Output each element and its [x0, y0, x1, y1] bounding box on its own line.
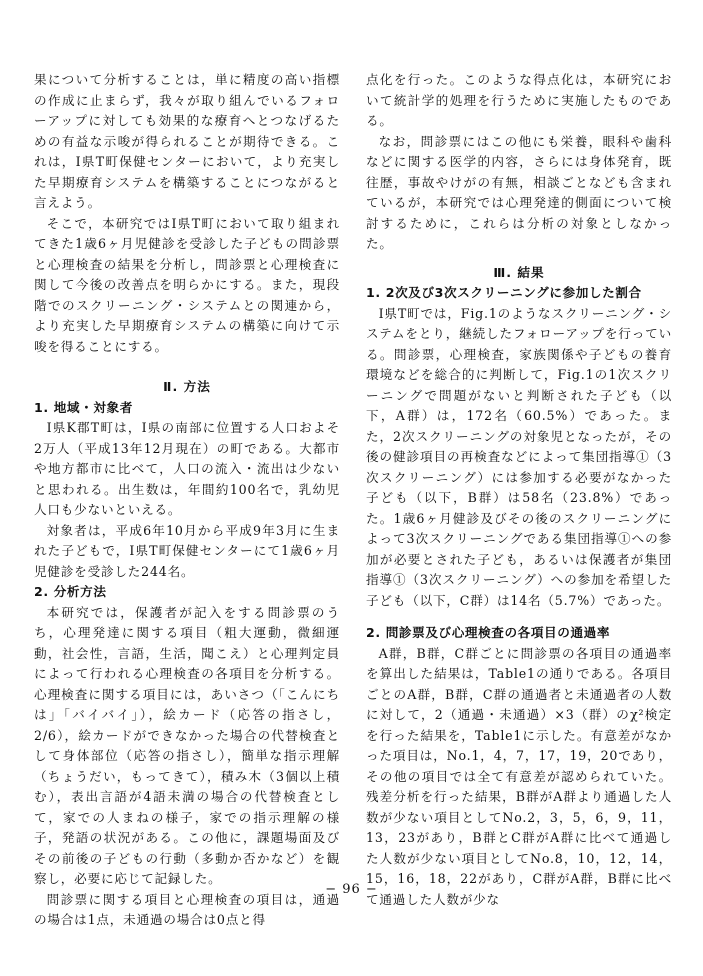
- subsection-heading: 2. 分析方法: [34, 584, 107, 599]
- body-paragraph: I県T町では，Fig.1のようなスクリーニング・システムをとり，継続したフォローアップを行っている。問診票，心理検査，家族関係や子どもの養育環境などを総合的に判断して，Fig.1の1次スクリーニングで問題がないと判断された子ども（以下，A群）は，172名（60.5%）であった。また，2次スクリーニングの対象児となったが，その後の健診項目の再検査などによって集団指導①（3次スクリーニング）には参加する必要がなかった子ども（以下，B群）は58名（23.8%）であった。1歳6ヶ月健診及びその後のスクリーニングによって3次スクリーニングである集団指導①への参加が必要とされた子ども，あるいは保護者が集団指導①（3次スクリーニング）への参加を希望した子ども（以下，C群）は14名（5.7%）であった。: [366, 305, 672, 608]
- body-paragraph: そこで，本研究ではI県T町において取り組まれてきた1歳6ヶ月児健診を受診した子どもの問診票と心理検査の結果を分析し，問診票と心理検査に関して今後の改善点を明らかにする。また，現段階でのスクリーニング・システムとの関連から，より充実した早期療育システムの構築に向けて示唆を得ることにする。: [34, 215, 340, 354]
- body-paragraph: I県K郡T町は，I県の南部に位置する人口およそ2万人（平成13年12月現在）の町である。大都市や地方都市に比べて，人口の流入・流出は少ないと思われる。出生数は，年間約100名で，乳幼児人口も少ないといえる。: [34, 420, 340, 517]
- subsection-heading: 1. 地域・対象者: [34, 399, 133, 415]
- body-paragraph: 点化を行った。このような得点化は，本研究において統計学的処理を行うために実施したものである。: [366, 72, 672, 128]
- spacer: [366, 611, 672, 623]
- right-column: [366, 70, 672, 910]
- body-paragraph: なお，問診票にはこの他にも栄養，眼科や歯科などに関する医学的内容，さらには身体発育，既往歴，事故やけがの有無，相談ごとなども含まれているが，本研究では心理発達的側面について検討するために，これらは分析の対象としなかった。: [366, 133, 672, 251]
- subsection-heading: 2. 問診票及び心理検査の各項目の通過率: [366, 625, 611, 640]
- left-column: [34, 70, 340, 931]
- spacer: [34, 357, 340, 377]
- body-paragraph: A群，B群，C群ごとに問診票の各項目の通過率を算出した結果は，Table1の通りである。各項目ごとのA群，B群，C群の通過者と未通過者の人数に対して，2（通過・未通過）×3（群）のχ²検定を行った結果を，Table1に示した。有意差がなかった項目は，No.1，4，7，17，19，20であり，その他の項目では全て有意差が認められていた。残差分析を行った結果，B群がA群より通過した人数が少ない項目としてNo.2，3，5，6，9，11，13，23があり，B群とC群がA群に比べて通過した人数が少ない項目としてNo.8，10，12，14，15，16，18，22があり，C群がA群，B群に比べて通過した人数が少な: [366, 645, 672, 907]
- body-paragraph: 果について分析することは，単に精度の高い指標の作成に止まらず，我々が取り組んでいるフォローアップに対しても効果的な療育へとつなげるための有益な示唆が得られることが期待できる。これは，I県T町保健センターにおいて，より充実した早期療育システムを構築することにつながると言えよう。: [34, 72, 340, 210]
- section-heading: Ⅱ. 方法: [163, 379, 211, 394]
- body-paragraph: 本研究では，保護者が記入をする問診票のうち，心理発達に関する項目（粗大運動，微細運動，社会性，言語，生活，聞こえ）と心理判定員によって行われる心理検査の各項目を分析する。心理検査に関する項目には，あいさつ（「こんにちは」「バイバイ」），絵カード（応答の指さし，2/6），絵カードができなかった場合の代替検査として身体部位（応答の指さし），簡単な指示理解（ちょうだい，もってきて），積み木（3個以上積む），表出言語が4語未満の場合の代替検査として，家での人まねの様子，家での指示理解の様子，発語の状況がある。この他に，課題場面及びその前後の子どもの行動（多動か否かなど）を観察し，必要に応じて記録した。: [34, 604, 340, 886]
- spacer: [366, 255, 672, 263]
- subsection-heading: 1. 2次及び3次スクリーニングに参加した割合: [366, 285, 642, 300]
- section-heading: Ⅲ. 結果: [493, 264, 545, 280]
- page-number: − 96 −: [325, 882, 378, 897]
- body-paragraph: 対象者は，平成6年10月から平成9年3月に生まれた子どもで，I県T町保健センターにて1歳6ヶ月児健診を受診した244名。: [34, 522, 340, 579]
- body-paragraph: 問診票に関する項目と心理検査の項目は，通過の場合は1点，未通過の場合は0点と得: [34, 891, 340, 927]
